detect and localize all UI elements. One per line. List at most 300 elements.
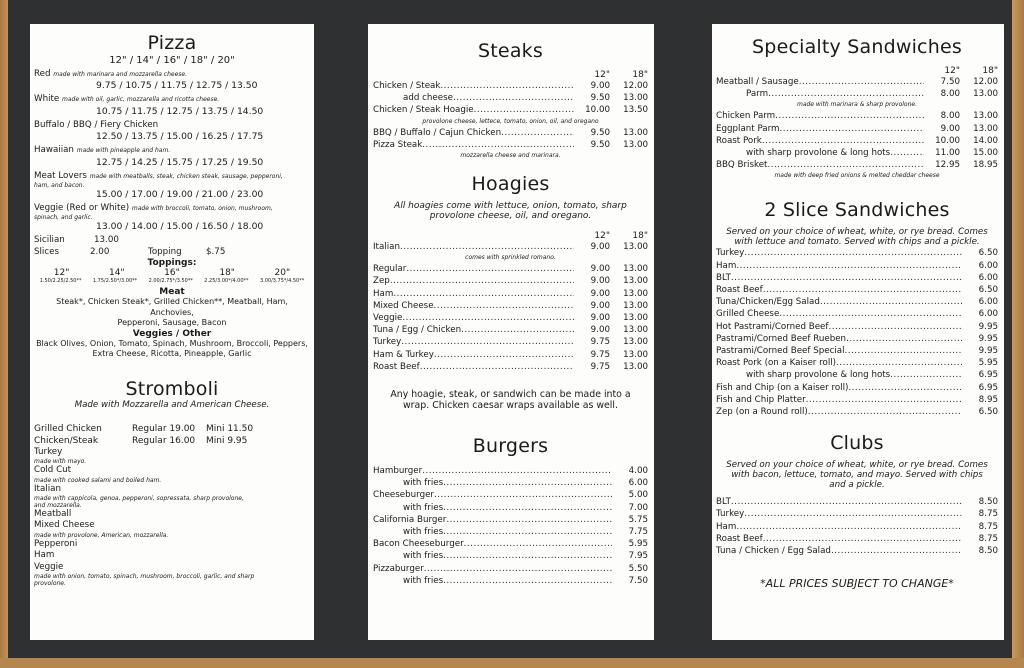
hoagie-row-price-18: 13.00 — [623, 264, 648, 275]
burger-row-price: 4.00 — [628, 466, 648, 477]
topping-sizes — [34, 268, 310, 278]
pizza-name: Buffalo / BBQ / Fiery Chicken — [34, 119, 159, 130]
specialty-row-dots — [890, 147, 924, 159]
slices-price: 2.00 — [90, 246, 110, 257]
hoagie-row-price-18: 13.00 — [623, 361, 648, 372]
specialty-row-price-18: 13.00 — [973, 123, 998, 134]
steak-row-price-12: 9.00 — [590, 81, 610, 91]
burger-row-name: with fries — [403, 527, 444, 538]
pizza-item — [34, 203, 310, 233]
pizza-prices: 12.50 / 13.75 / 15.00 / 16.25 / 17.75 — [96, 131, 264, 143]
specialty-row-name: Eggplant Parm — [716, 123, 780, 134]
two-slice-row-dots — [828, 321, 962, 333]
club-row-dots — [763, 533, 962, 545]
hoagie-row-price-12: 9.00 — [590, 242, 610, 253]
club-row-price: 8.75 — [978, 521, 998, 532]
burger-row-name: Cheeseburger — [373, 490, 435, 501]
two-slice-row — [716, 284, 998, 296]
clubs-subtitle-1: Served on your choice of wheat, white, or rye bread. Comes — [726, 460, 988, 471]
steaks-title: Steaks — [478, 40, 543, 62]
two-slice-row — [716, 382, 998, 394]
hoagie-row-dots — [406, 263, 574, 275]
two-slice-row-dots — [744, 247, 962, 259]
pizza-prices: 15.00 / 17.00 / 19.00 / 21.00 / 23.00 — [96, 189, 264, 201]
stromboli-note: made with cappicola, genoa, pepperoni, sopressata, sharp provolone, — [34, 494, 244, 502]
two-slice-row-dots — [736, 260, 962, 272]
burger-row — [373, 514, 648, 526]
pizza-item — [34, 145, 310, 168]
pizza-desc: made with broccoli, tomato, onion, mushroom, — [131, 205, 273, 213]
hoagie-row-price-12: 9.00 — [590, 300, 610, 311]
two-slice-row — [716, 394, 998, 406]
topping-size: 14" — [108, 268, 125, 279]
two-slice-row-dots — [820, 296, 962, 308]
two-slice-row-name: Grilled Cheese — [716, 309, 780, 320]
burger-row-name: with fries — [403, 502, 444, 513]
hoagie-row-dots — [402, 312, 574, 324]
two-slice-row — [716, 308, 998, 320]
specialty-row — [716, 123, 998, 135]
two-slice-subtitle-2: with lettuce and tomato. Served with chips and a pickle. — [734, 237, 980, 248]
meat-list-1: Steak*, Chicken Steak*, Grilled Chicken**, Meatball, Ham, Anchovies, — [56, 297, 288, 317]
two-slice-row-price: 8.95 — [978, 394, 998, 405]
specialty-row-price-12: 8.00 — [940, 111, 960, 122]
stromboli-note: made with onion, tomato, spinach, mushroom, broccoli, garlic, and sharp — [34, 573, 255, 580]
stromboli-name: Grilled Chicken — [34, 423, 102, 434]
hoagie-row-dots — [400, 241, 574, 253]
pizza-title: Pizza — [147, 32, 197, 54]
burger-row-price: 6.00 — [628, 478, 648, 489]
steak-row-price-18: 13.00 — [623, 127, 648, 138]
burger-row-dots — [443, 477, 612, 489]
pizza-desc: made with pineapple and ham. — [76, 147, 171, 155]
hoagie-row-price-18: 13.00 — [623, 276, 648, 287]
pizza-item-line — [34, 203, 310, 214]
topping-price: 3.00/3.75*/4.50** — [259, 278, 305, 285]
clubs-subtitle-2: with bacon, lettuce, tomato, and mayo. Served with chips — [731, 470, 983, 481]
club-row — [716, 545, 998, 557]
club-row — [716, 533, 998, 545]
pizza-item — [34, 69, 310, 92]
hoagie-row-price-18: 13.00 — [623, 242, 648, 253]
pizza-name: Veggie (Red or White) — [34, 203, 130, 214]
two-slice-row — [716, 272, 998, 284]
specialty-row — [716, 159, 998, 171]
burger-row-price: 7.95 — [628, 551, 648, 562]
specialty-row-price-12: 12.95 — [935, 160, 960, 171]
hoagie-row-dots — [393, 288, 574, 300]
topping-size: 16" — [164, 268, 180, 279]
specialty-row-name: Parm — [746, 89, 769, 100]
hoagie-row-price-18: 13.00 — [623, 349, 648, 360]
stromboli-title: Stromboli — [125, 377, 219, 400]
specialty-row — [716, 110, 998, 122]
hoagie-row-price-12: 9.75 — [590, 361, 610, 372]
specialty-row — [716, 88, 998, 100]
hoagie-row-price-18: 13.00 — [623, 325, 648, 336]
club-row-price: 8.50 — [978, 546, 998, 557]
specialty-row-price-12: 7.50 — [940, 77, 960, 87]
wood-right — [1012, 0, 1024, 668]
club-row-name: BLT — [716, 497, 731, 508]
club-row — [716, 508, 998, 520]
veg-list-2: Extra Cheese, Ricotta, Pineapple, Garlic — [92, 349, 252, 359]
hoagie-row — [373, 263, 648, 275]
burger-row-name: California Burger — [373, 514, 447, 525]
club-row-name: Roast Beef — [716, 533, 763, 544]
two-slice-row — [716, 345, 998, 357]
specialty-title: Specialty Sandwiches — [752, 36, 962, 58]
hoagie-row-name: Veggie — [373, 313, 403, 324]
steak-row-name: Pizza Steak — [373, 139, 423, 150]
two-slice-row-name: Hot Pastrami/Corned Beef — [716, 321, 829, 332]
specialty-row-dots — [762, 135, 924, 147]
specialty-row-dots — [780, 123, 925, 135]
specialty-row-price-18: 13.00 — [973, 111, 998, 122]
two-slice-row-dots — [808, 406, 962, 418]
burger-row-name: Pizzaburger — [373, 563, 424, 574]
hoagie-row-price-18: 13.00 — [623, 313, 648, 324]
steak-row-name: BBQ / Buffalo / Cajun Chicken — [373, 127, 502, 138]
steak-row-name: Chicken / Steak Hoagie — [373, 105, 474, 116]
clubs-subtitle-3: and a pickle. — [829, 480, 885, 491]
hoagie-row-dots — [420, 361, 574, 373]
topping-price: 2.00/2.75*/3.50** — [148, 278, 193, 285]
specialty-row-name: BBQ Brisket — [716, 160, 768, 171]
sicilian-price: 13.00 — [94, 235, 119, 246]
steak-row-name: Chicken / Steak — [373, 81, 441, 91]
hoagie-row-name: Mixed Cheese — [373, 300, 434, 311]
stromboli-note: made with provolone, American, mozzarella. — [34, 531, 169, 539]
stromboli-name: Mixed Cheese — [34, 520, 95, 531]
burger-row-price: 7.50 — [628, 575, 648, 586]
topping-size: 18" — [219, 268, 235, 279]
burger-row-price: 7.00 — [628, 502, 648, 513]
hoagie-row — [373, 361, 648, 373]
pizza-desc: spinach, and garlic. — [34, 214, 93, 222]
steak-row-price-12: 9.50 — [590, 139, 610, 150]
pizza-prices: 9.75 / 10.75 / 11.75 / 12.75 / 13.50 — [96, 80, 258, 92]
club-row — [716, 496, 998, 508]
two-slice-row-name: Roast Beef — [716, 285, 763, 296]
stromboli-regular: Regular 16.00 — [132, 435, 196, 446]
two-slice-row-dots — [848, 382, 962, 394]
specialty-row-name: Roast Pork — [716, 135, 762, 146]
two-slice-row-price: 6.50 — [978, 407, 998, 418]
steak-note: provolone cheese, lettece, tomato, onion, oil, and oregano — [422, 117, 599, 125]
price-disclaimer: *ALL PRICES SUBJECT TO CHANGE* — [760, 577, 954, 591]
club-row — [716, 521, 998, 533]
topping-size: 20" — [274, 268, 291, 279]
two-slice-row-name: Ham — [716, 260, 737, 271]
hoagie-note: comes with sprinkled romano. — [465, 254, 556, 262]
two-slice-row-name: Tuna/Chicken/Egg Salad — [716, 297, 820, 308]
stromboli-mini: Mini 9.95 — [206, 435, 248, 446]
hoagie-row-name: Italian — [373, 242, 400, 253]
club-row-dots — [744, 508, 962, 520]
pizza-item — [34, 120, 310, 143]
hoagie-row-price-12: 9.00 — [590, 313, 610, 324]
specialty-row-price-12: 8.00 — [940, 89, 960, 100]
burger-row — [373, 502, 648, 514]
burger-row-price: 5.50 — [628, 563, 648, 574]
specialty-row-price-12: 10.00 — [935, 135, 960, 146]
two-slice-row — [716, 357, 998, 369]
stromboli-note: provolone. — [34, 580, 66, 587]
club-row-price: 8.50 — [978, 497, 998, 508]
specialty-row-dots — [768, 88, 924, 100]
stromboli-row — [34, 435, 310, 447]
steaks-size-12: 12" — [594, 70, 610, 80]
pizza-prices: 13.00 / 14.00 / 15.00 / 16.50 / 18.00 — [96, 221, 264, 233]
specialty-row-name: with sharp provolone & long hots — [746, 148, 891, 159]
hoagies-list — [373, 241, 648, 373]
two-slice-row-dots — [779, 308, 962, 320]
hoagie-row — [373, 324, 648, 336]
two-slice-row — [716, 369, 998, 381]
pizza-desc: made with marinara and mozzarella cheese. — [53, 71, 188, 78]
pizza-item-line — [34, 69, 310, 80]
burger-row-name: Bacon Cheeseburger — [373, 539, 464, 550]
clubs-list — [716, 496, 998, 557]
pizza-desc: ham, and bacon. — [34, 182, 85, 190]
steak-row-name: add cheese — [403, 93, 453, 104]
pizza-name: White — [34, 94, 60, 105]
burger-row — [373, 489, 648, 501]
specialty-row-price-12: 11.00 — [935, 148, 960, 159]
steak-row-price-12: 10.00 — [585, 105, 610, 116]
stromboli-row — [34, 423, 310, 435]
menu-panel-pizza-stromboli — [30, 24, 314, 640]
two-slice-row-price: 9.95 — [978, 346, 998, 357]
burger-row-name: Hamburger — [373, 466, 423, 477]
steak-row-dots — [474, 104, 574, 116]
hoagie-row — [373, 288, 648, 300]
veg-title: Veggies / Other — [132, 328, 212, 339]
pizza-item-line — [34, 94, 310, 105]
specialty-row-price-18: 14.00 — [973, 135, 998, 146]
club-row-name: Tuna / Chicken / Egg Salad — [716, 546, 831, 557]
hoagie-row-name: Turkey — [373, 337, 402, 348]
two-slice-row-price: 5.95 — [978, 358, 998, 369]
two-slice-row-dots — [763, 284, 962, 296]
burger-row-price: 5.00 — [628, 490, 648, 501]
specialty-size-18: 18" — [982, 66, 998, 76]
burger-row-price: 5.95 — [628, 539, 648, 550]
clubs-title: Clubs — [830, 432, 884, 455]
two-slice-row-price: 6.00 — [978, 260, 998, 271]
steak-row — [373, 80, 648, 92]
two-slice-row-dots — [836, 357, 962, 369]
hoagie-row-dots — [401, 336, 574, 348]
slices-label: Slices — [34, 246, 59, 257]
two-slice-row-name: Fish and Chip Platter — [716, 394, 806, 405]
specialty-row — [716, 76, 998, 88]
two-slice-row-name: Pastrami/Corned Beef Special — [716, 346, 845, 357]
toppings-title: Toppings: — [147, 258, 197, 269]
two-slice-subtitle-1: Served on your choice of wheat, white, or rye bread. Comes — [726, 227, 988, 238]
specialty-row-dots — [799, 76, 924, 88]
hoagie-row-name: Regular — [373, 264, 407, 275]
hoagie-row-name: Roast Beef — [373, 361, 420, 372]
burger-row-name: with fries — [403, 551, 444, 562]
steak-row-price-18: 13.00 — [623, 139, 648, 150]
hoagie-row-dots — [434, 349, 574, 361]
two-slice-row — [716, 406, 998, 418]
hoagie-row — [373, 275, 648, 287]
club-row-name: Ham — [716, 521, 737, 532]
topping-price: 1.75/2.50*/3.00** — [92, 278, 138, 285]
wrap-note-1: Any hoagie, steak, or sandwich can be made into a — [390, 389, 631, 401]
stromboli-note: made with mayo. — [34, 458, 87, 466]
two-slice-row-dots — [731, 272, 962, 284]
pizza-item-line — [34, 145, 310, 156]
pizza-item-line — [34, 120, 310, 131]
two-slice-row-price: 6.95 — [978, 382, 998, 393]
burger-row-dots — [443, 502, 612, 514]
hoagie-row-price-18: 13.00 — [623, 300, 648, 311]
two-slice-row-price: 6.00 — [978, 272, 998, 283]
burger-row-price: 5.75 — [628, 514, 648, 525]
steak-note: mozzarella cheese and marinara. — [460, 152, 561, 160]
two-slice-row — [716, 321, 998, 333]
burger-row-dots — [443, 575, 612, 587]
pizza-desc: made with oil, garlic, mozzarella and ricotta cheese. — [62, 96, 220, 104]
hoagie-row — [373, 349, 648, 361]
topping-price: 2.25/3.00*/4.00** — [204, 278, 249, 285]
two-slice-row — [716, 333, 998, 345]
stromboli-name: Pepperoni — [34, 538, 78, 549]
club-row-price: 8.75 — [978, 533, 998, 544]
club-row-price: 8.75 — [978, 509, 998, 520]
stromboli-mini: Mini 11.50 — [206, 423, 254, 434]
pizza-name: Hawaiian — [34, 145, 74, 156]
burger-row — [373, 538, 648, 550]
two-slice-row-price: 6.95 — [978, 370, 998, 381]
two-slice-row-name: Pastrami/Corned Beef Rueben — [716, 333, 847, 344]
specialty-row-price-18: 18.95 — [973, 160, 998, 171]
stromboli-note: and mozzarella. — [34, 501, 82, 509]
hoagies-size-12: 12" — [594, 231, 610, 242]
pizza-prices: 10.75 / 11.75 / 12.75 / 13.75 / 14.50 — [96, 105, 264, 117]
pizza-sizes: 12" / 14" / 16" / 18" / 20" — [109, 55, 235, 66]
stromboli-regular: Regular 19.00 — [132, 423, 196, 434]
specialty-row-price-12: 9.00 — [940, 123, 960, 134]
burger-row — [373, 526, 648, 538]
topping-price: $.75 — [206, 246, 226, 257]
hoagie-row-name: Tuna / Egg / Chicken — [373, 325, 462, 336]
burger-row — [373, 575, 648, 587]
burger-row-name: with fries — [403, 575, 444, 586]
two-slice-row-dots — [890, 369, 962, 381]
meat-title: Meat — [159, 287, 185, 298]
steak-row-price-18: 12.00 — [623, 81, 648, 91]
specialty-row-name: Meatball / Sausage — [716, 77, 799, 87]
steak-row — [373, 127, 648, 139]
specialty-row-price-18: 15.00 — [973, 148, 998, 159]
two-slice-title: 2 Slice Sandwiches — [764, 199, 950, 222]
two-slice-row-name: BLT — [716, 272, 731, 283]
two-slice-row-dots — [845, 345, 962, 357]
pizza-item — [34, 171, 310, 201]
steaks-list — [373, 80, 648, 161]
specialty-note: made with marinara & sharp provolone. — [796, 101, 918, 109]
burger-row-dots — [424, 563, 612, 575]
specialty-row-dots — [767, 159, 924, 171]
burger-row-dots — [434, 489, 612, 501]
hoagie-row-price-12: 9.00 — [590, 288, 610, 299]
two-slice-row-name: Turkey — [716, 248, 745, 259]
pizza-desc: made with meatballs, steak, chicken steak, sausage, pepperoni, — [89, 172, 283, 180]
steak-row-dots — [440, 80, 574, 92]
club-row-dots — [736, 521, 962, 533]
pizza-item-line — [34, 171, 310, 182]
two-slice-row-dots — [806, 394, 962, 406]
stromboli-name: Meatball — [34, 508, 72, 519]
two-slice-row-price: 6.50 — [978, 248, 998, 259]
steak-row-price-12: 9.50 — [590, 93, 610, 104]
two-slice-list — [716, 247, 998, 418]
pizza-list — [34, 69, 310, 233]
hoagie-row-dots — [461, 324, 574, 336]
burgers-list — [373, 465, 648, 587]
stromboli-name: Cold Cut — [34, 465, 72, 476]
burger-row-dots — [443, 550, 612, 562]
hoagies-title: Hoagies — [471, 173, 550, 196]
hoagie-row-price-12: 9.75 — [590, 349, 610, 360]
steaks-size-18: 18" — [632, 70, 648, 80]
sicilian-label: Sicilian — [34, 235, 65, 246]
two-slice-row-price: 6.00 — [978, 297, 998, 308]
specialty-list — [716, 76, 998, 181]
two-slice-row — [716, 296, 998, 308]
burger-row — [373, 563, 648, 575]
topping-label: Topping — [148, 246, 182, 257]
club-row-dots — [731, 496, 962, 508]
menu-panel-steaks-hoagies-burgers — [368, 24, 654, 640]
steak-row-dots — [501, 127, 574, 139]
two-slice-row-price: 9.95 — [978, 333, 998, 344]
two-slice-row — [716, 247, 998, 259]
club-row-dots — [831, 545, 962, 557]
burgers-title: Burgers — [472, 435, 549, 458]
hoagie-row-price-12: 9.00 — [590, 325, 610, 336]
steak-row-dots — [453, 92, 574, 104]
burger-row-name: with fries — [403, 478, 444, 489]
two-slice-row-price: 9.95 — [978, 321, 998, 332]
menu-panel-sandwiches-clubs — [712, 24, 1004, 640]
stromboli-name: Veggie — [34, 561, 64, 572]
pizza-name: Red — [34, 69, 51, 79]
burger-row — [373, 465, 648, 477]
hoagie-row — [373, 241, 648, 253]
two-slice-row-name: Roast Pork (on a Kaiser roll) — [716, 358, 837, 369]
specialty-row-dots — [775, 110, 924, 122]
specialty-row — [716, 147, 998, 159]
two-slice-row-name: Fish and Chip (on a Kaiser roll) — [716, 382, 849, 393]
hoagies-subtitle-1: All hoagies come with lettuce, onion, tomato, sharp — [394, 201, 627, 212]
wood-bottom — [0, 658, 1024, 668]
topping-price: 1.50/2.25/2.50** — [39, 278, 82, 285]
topping-prices — [34, 278, 310, 284]
steak-row-price-18: 13.50 — [623, 105, 648, 116]
steak-row — [373, 104, 648, 116]
steak-row-price-18: 13.00 — [623, 93, 648, 104]
topping-size: 12" — [53, 268, 70, 279]
stromboli-name: Turkey — [34, 446, 63, 457]
club-row-name: Turkey — [716, 509, 745, 520]
hoagies-subtitle-2: provolone cheese, oil, and oregano. — [429, 211, 592, 222]
